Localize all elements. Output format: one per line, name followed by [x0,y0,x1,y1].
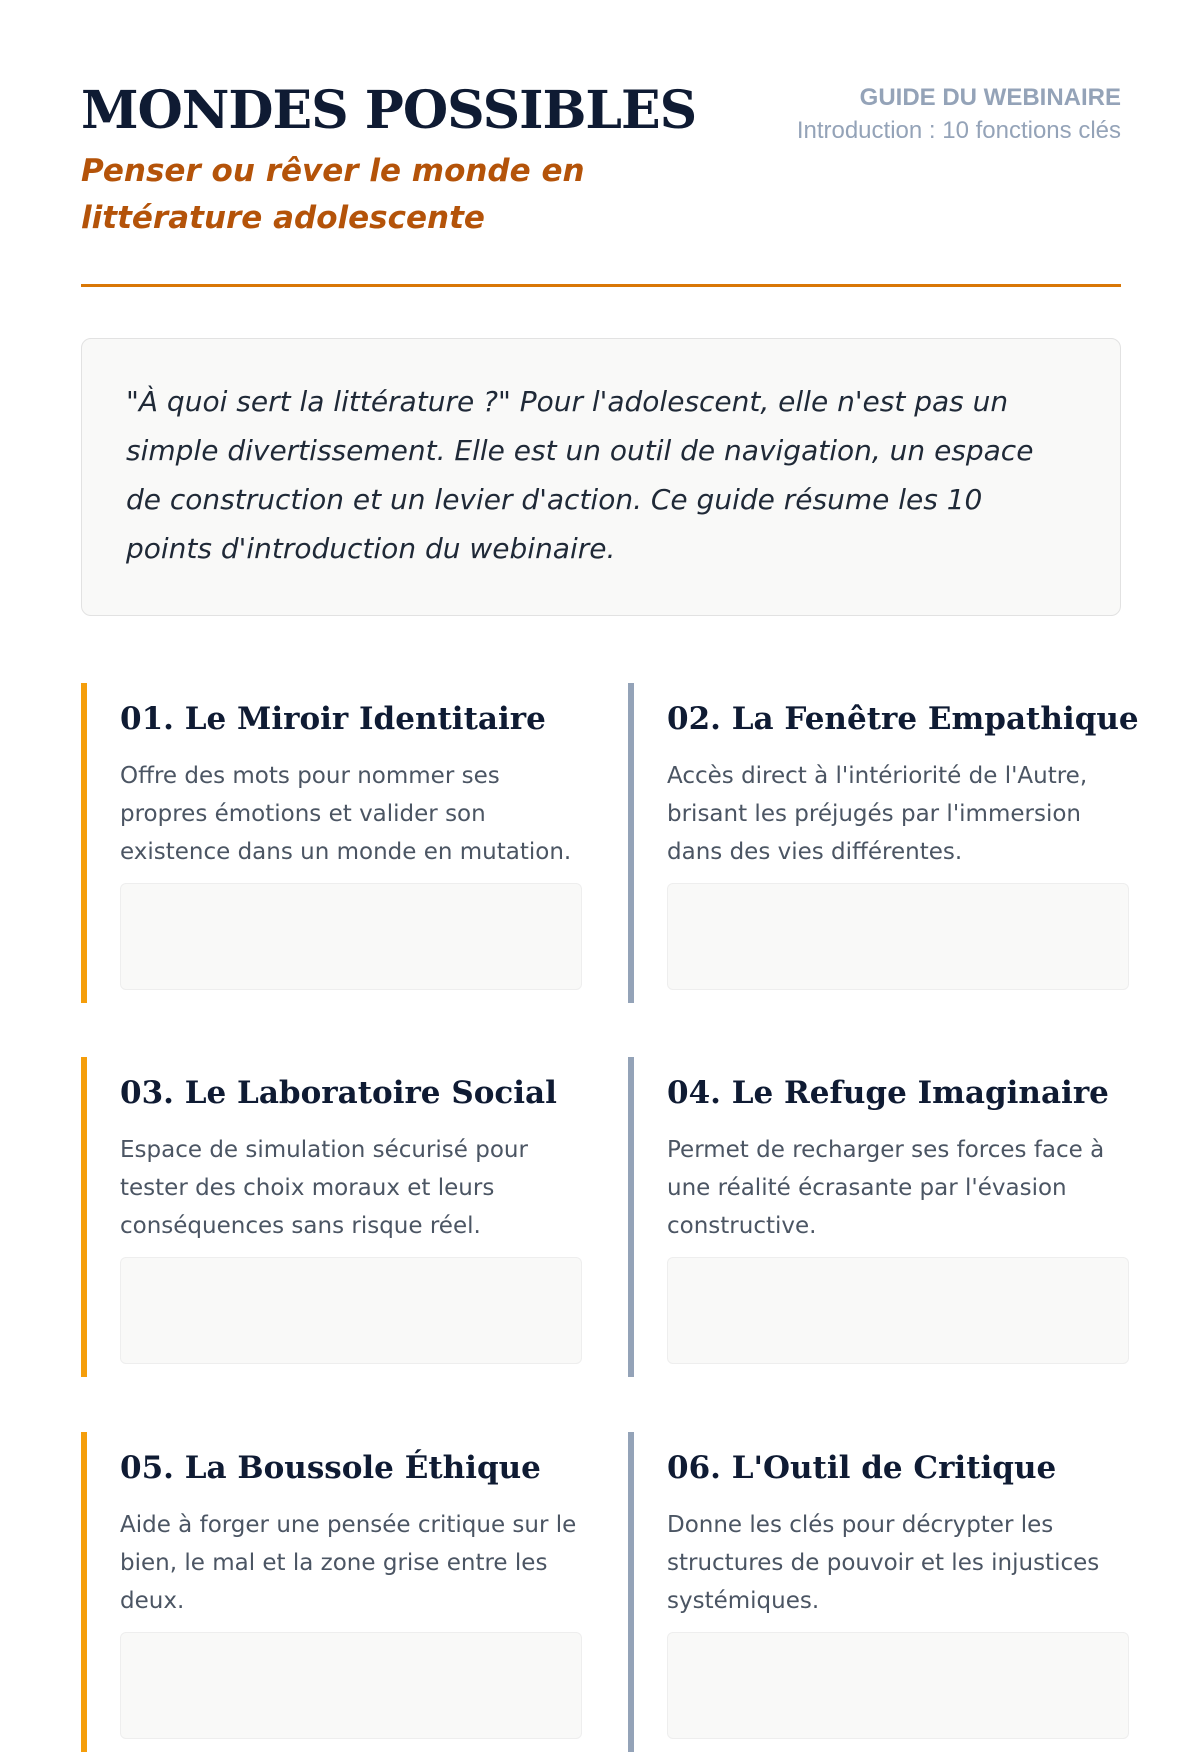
page-header [81,0,1121,287]
card-title: 03. Le Laboratoire Social [120,1075,557,1111]
card-placeholder-box [667,883,1129,990]
card-laboratoire-social [81,1057,601,1377]
card-description: Offre des mots pour nommer ses propres émotions et valider son existence dans un monde en mutation. [120,763,572,865]
card-miroir-identitaire [81,683,601,1003]
guide-label: GUIDE DU WEBINAIRE [859,84,1121,111]
card-title: 02. La Fenêtre Empathique [667,701,1139,737]
card-placeholder-box [667,1257,1129,1364]
card-description: Permet de recharger ses forces face à une réalité écrasante par l'évasion constructive. [667,1137,1105,1239]
page-subtitle: Penser ou rêver le monde en littérature adolescente [81,153,585,236]
card-title: 01. Le Miroir Identitaire [120,701,546,737]
card-placeholder-box [120,883,582,990]
guide-subtitle: Introduction : 10 fonctions clés [796,117,1121,144]
card-placeholder-box [120,1257,582,1364]
card-title: 04. Le Refuge Imaginaire [667,1075,1109,1111]
card-title: 06. L'Outil de Critique [667,1450,1057,1486]
card-placeholder-box [667,1632,1129,1739]
card-placeholder-box [120,1632,582,1739]
intro-quote: "À quoi sert la littérature ?" Pour l'adolescent, elle n'est pas un simple divertissement. Elle est un outil de navigation, un espace de construction et un levier d'action. Ce guide résume les 10 points d'introduction du webinaire. [126,385,1034,565]
card-refuge-imaginaire [628,1057,1148,1377]
card-outil-critique [628,1432,1148,1752]
guide-meta [791,82,1121,147]
card-description: Accès direct à l'intériorité de l'Autre, brisant les préjugés par l'immersion dans des vies différentes. [667,763,1088,865]
intro-quote-box [81,338,1121,616]
card-fenetre-empathique [628,683,1148,1003]
card-title: 05. La Boussole Éthique [120,1450,541,1486]
guide-page [81,0,1139,1614]
card-description: Aide à forger une pensée critique sur le bien, le mal et la zone grise entre les deux. [120,1512,577,1614]
card-description: Espace de simulation sécurisé pour tester des choix moraux et leurs conséquences sans risque réel. [120,1137,528,1239]
card-boussole-ethique [81,1432,601,1752]
card-description: Donne les clés pour décrypter les structures de pouvoir et les injustices systémiques. [667,1512,1100,1614]
page-title: MONDES POSSIBLES [81,80,697,141]
